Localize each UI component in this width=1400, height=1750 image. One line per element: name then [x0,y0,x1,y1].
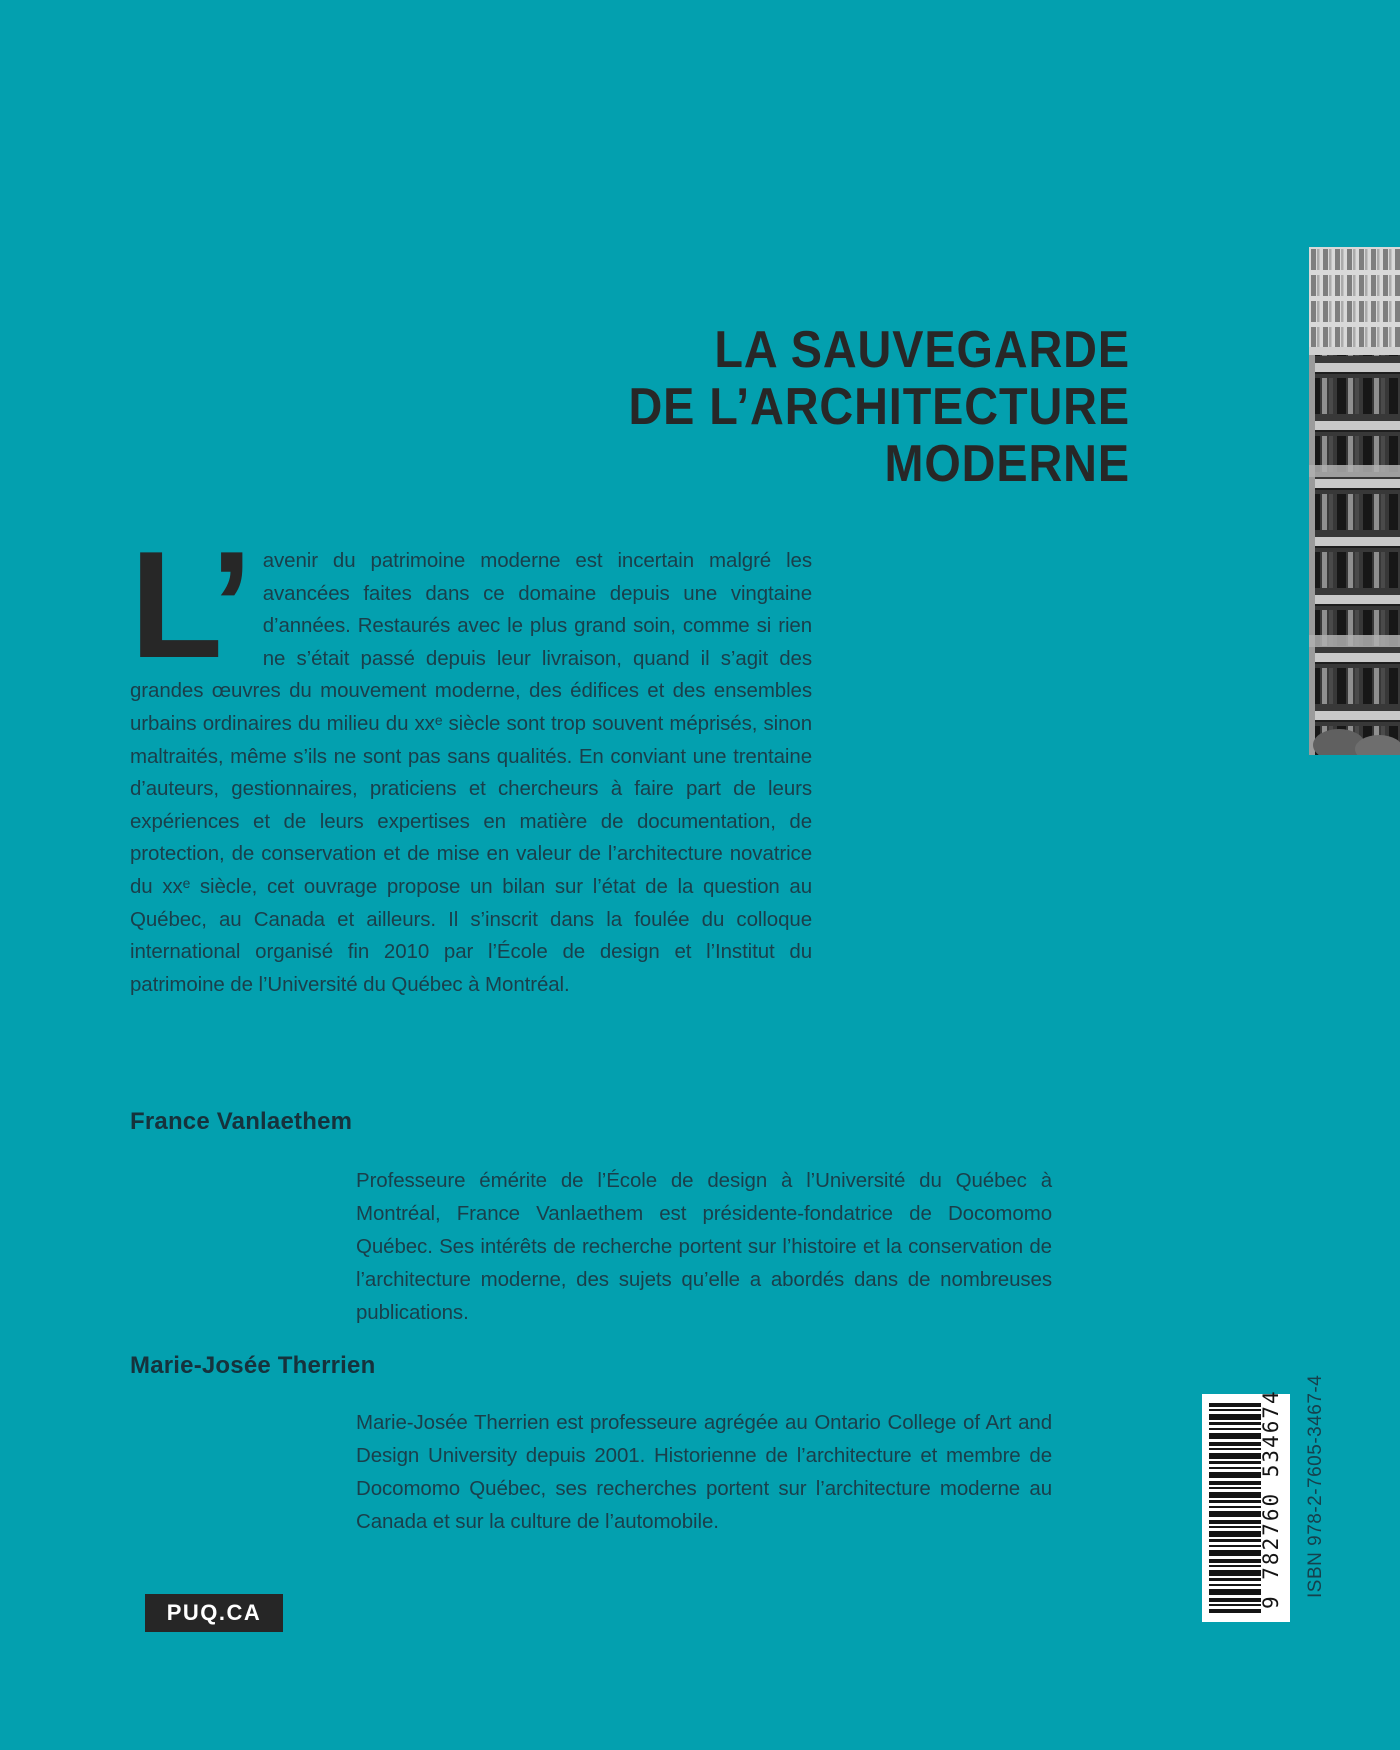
intro-text: avenir du patrimoine moderne est incertain malgré les avancées faites dans ce domaine depuis une vingtaine d’années. Restaurés avec le plus grand soin, comme si rien ne s’était passé depuis leur livraison, quand il s’agit des grandes œuvres du mouvement moderne, des édifices et des ensembles urbains ordinaires du milieu du xxᵉ siècle sont trop souvent méprisés, sinon maltraités, même s’ils ne sont pas sans qualités. En conviant une trentaine d’auteurs, gestionnaires, praticiens et chercheurs à faire part de leurs expériences et de leurs expertises en matière de documentation, de protection, de conservation et de mise en valeur de l’architecture novatrice du xxᵉ siècle, cet ouvrage propose un bilan sur l’état de la question au Québec, au Canada et ailleurs. Il s’inscrit dans la foulée du colloque international organisé fin 2010 par l’École de design et l’Institut du patrimoine de l’Université du Québec à Montréal. [130,549,812,996]
publisher-logo-text: PUQ.CA [166,1600,262,1625]
barcode-bars [1209,1403,1261,1613]
building-photo-graphic [1309,247,1400,755]
book-title-line-1: LA SAUVEGARDE [714,321,1130,379]
book-title [446,322,1130,493]
publisher-logo [145,1594,283,1632]
building-photo [1309,247,1400,755]
author-name-france-vanlaethem: France Vanlaethem [130,1108,353,1135]
author-bio-france-vanlaethem: Professeure émérite de l’École de design à l’Université du Québec à Montréal, France Vanlaethem est présidente-fondatrice de Docomomo Québec. Ses intérêts de recherche portent sur l’histoire et la conservation de l’architecture moderne, des sujets qu’elle a abordés dans de nombreuses publications. [356,1169,1052,1324]
book-title-line-3: MODERNE [884,435,1130,493]
isbn-number: ISBN 978-2-7605-3467-4 [1305,1374,1326,1598]
book-title-line-2: DE L’ARCHITECTURE [628,378,1130,436]
intro-paragraph [130,520,812,1001]
author-bio-marie-josee-therrien: Marie-Josée Therrien est professeure agrégée au Ontario College of Art and Design University depuis 2001. Historienne de l’architecture et membre de Docomomo Québec, ses recherches portent sur l’architecture moderne au Canada et sur la culture de l’automobile. [356,1411,1052,1533]
dropcap: L’ [130,520,249,690]
author-name-marie-josee-therrien: Marie-Josée Therrien [130,1352,376,1379]
barcode-number: 9 782760 534674 [1259,1389,1283,1609]
